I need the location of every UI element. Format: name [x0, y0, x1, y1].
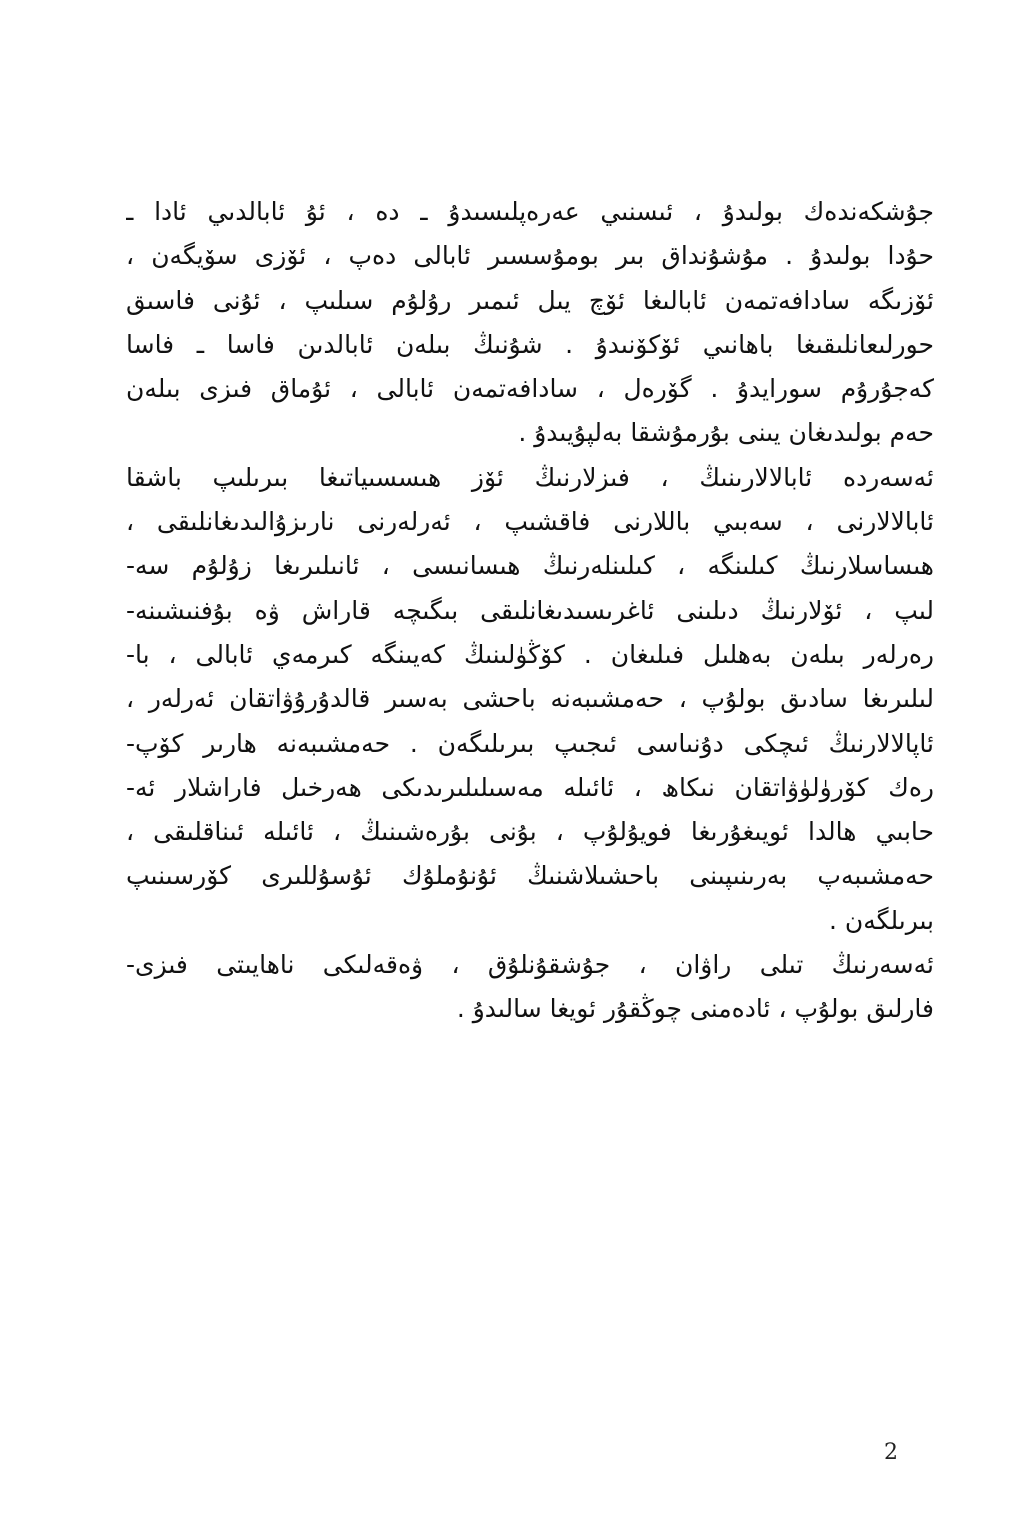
body-text — [126, 190, 934, 1032]
text-line: ئەسەردە ئابالالارىنىڭ ، فىزلارنىڭ ئۆز ھىسسىياتىغا بىرىلىپ باشقا — [126, 462, 934, 492]
page-number: 2 — [884, 1440, 898, 1465]
text-line: حەمشىبەپ بەرىنىپىنى باحشىلاشنىڭ ئۇنۇملۇك ئۇسۇللىرى كۆرسىنىپ — [126, 861, 934, 891]
text-line: كەجۇرۇم سورايدۇ . گۆرەل ، سادافەتمەن ئابالى ، ئۇماق فىزى بىلەن — [126, 374, 934, 404]
text-line: رەرلەر بىلەن بەھلىل فىلىغان . كۆڭۈلىنىڭ كەيىنگە كىرمەي ئابالى ، با- — [126, 639, 934, 669]
paragraph-3 — [126, 943, 934, 1032]
text-line: جۇشكەندەك بولىدۇ ، ئىسنىي عەرەپلىسىدۇ ـ دە ، ئۇ ئابالدىي ئادا ـ — [126, 197, 934, 226]
text-line: حورلىعانلىقىغا باھانىي ئۆكۆنىدۇ . شۇنىڭ بىلەن ئابالدىن فاسا ـ فاسا — [126, 329, 934, 359]
text-line: ئابالالارنى ، سەبىي باللارنى فاقشىپ ، ئەرلەرنى نارىزۇالىدىغانلىقى ، — [126, 507, 934, 537]
text-line: ئۆزىگە سادافەتمەن ئابالىغا ئۆچ يىل ئىمىر رۇلۇم سىلىپ ، ئۇنى فاسىق — [126, 285, 934, 315]
text-line: لىپ ، ئۆلارنىڭ دىلىنى ئاغرىسىدىغانلىقى بىگىچە قاراش ۋە بۇفنىشىنە- — [126, 595, 934, 625]
text-line: ئاپالالارنىڭ ئىچكى دۇنىاسى ئىجىپ بىرىلىگەن . حەمشىبەنە ھارىر كۆپ- — [126, 728, 934, 758]
text-line: حابىي ھالدا ئويىغۇرىغا فويۇلۇپ ، بۇنى بۇرەشىنىڭ ، ئائىلە ئىناقلىقى ، — [126, 817, 934, 847]
paragraph-2 — [126, 456, 934, 943]
text-line: حۇدا بولىدۇ . مۇشۇنداق بىر بومۇسسىر ئابالى دەپ ، ئۆزى سۆيگەن ، — [126, 241, 934, 271]
text-line: فارلىق بولۇپ ، ئادەمنى چوڭقۇر ئويغا سالىدۇ . — [456, 994, 934, 1024]
paragraph-1 — [126, 190, 934, 456]
text-line: لىلىرىغا سادىق بولۇپ ، حەمشىبەنە باحشى بەسىر قالدۇرۇۋاتقان ئەرلەر ، — [126, 684, 934, 714]
text-line: حەم بولىدىغان يىنى بۇرمۇشقا بەلپۇيىدۇ . — [518, 418, 934, 448]
text-line: ھىساسلارنىڭ كىلىنگە ، كىلىنلەرنىڭ ھىسانىسى ، ئانىلىرىغا زۇلۇم سە- — [126, 551, 934, 581]
text-line: ئەسەرنىڭ تىلى راۋان ، جۇشقۇنلۇق ، ۋەقەلىكى ناھايىتى فىزى- — [126, 950, 934, 980]
text-line: بىرىلگەن . — [829, 905, 934, 935]
text-line: رەك كۆرۈلۈۋاتقان نىكاھ ، ئائىلە مەسىلىلىرىدىكى ھەرخىل فاراشلار ئە- — [126, 772, 934, 802]
